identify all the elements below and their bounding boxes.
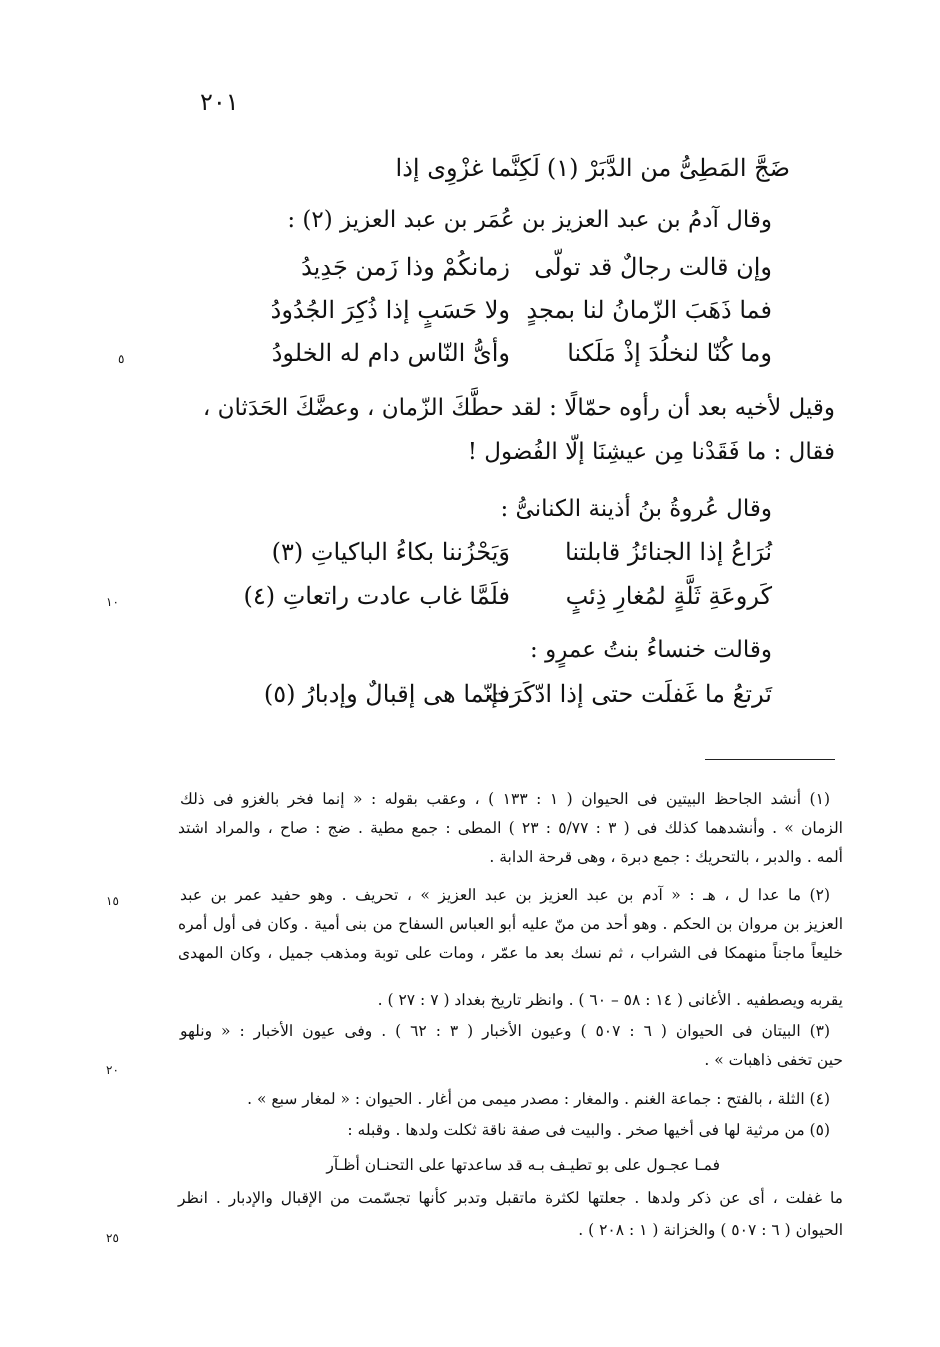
line-number-15: ١٥	[106, 894, 119, 908]
footnote-2-line: العزيز بن مروان بن الحكم . وهو أحد من منّ عليه أبو العباس السفاح من بنى أمية . وكان فى أول أمره	[178, 915, 843, 933]
line-number-5: ٥	[118, 352, 125, 366]
poem-introduction: وقالت خنساءُ بنتُ عمرٍو :	[530, 637, 772, 663]
footnote-1-line: ألمه . والدبر ، بالتحريك : جمع دبرة ، وهى قرحة الدابة .	[489, 848, 843, 866]
page-number: ٢٠١	[200, 88, 239, 116]
footnote-2-line: يقربه ويصطفيه . الأغانى ( ١٤ : ٥٨ – ٦٠ ) . وانظر تاريخ بغداد ( ٧ : ٢٧ ) .	[377, 991, 843, 1009]
footnote-3-line: حين تخفى ذاهبات » .	[704, 1051, 843, 1069]
prose-line: فقال : ما فَقَدْنا مِن عيشِنَا إلّا الفُضول !	[467, 439, 835, 465]
verse-line-hemistich-left: ضَجَّ المَطِىُّ من الدَّبَرْ (١)	[546, 154, 790, 182]
footnote-1-line: (١) أنشد الجاحظ البيتين فى الحيوان ( ١ : ١٣٣ ) ، وعقب بقوله : « إنما فخر بالغزو فى ذلك	[180, 790, 830, 808]
footnote-3-line: (٣) البيتان فى الحيوان ( ٦ : ٥٠٧ ) وعيون الأخبار ( ٣ : ٦٢ ) . وفى عيون الأخبار : « ونلهو	[180, 1022, 831, 1040]
verse-line-hemistich-left: زمانكُمْ وذا زَمن جَدِيدُ	[301, 253, 510, 281]
footnote-4-line: (٤) الثلة ، بالفتح : جماعة الغنم . والمغار : مصدر ميمى من أغار . الحيوان : « لمغار سبع » .	[247, 1090, 830, 1108]
verse-line-hemistich-left: ولا حَسَبٍ إذا ذُكِرَ الجُدُودُ	[270, 296, 510, 324]
line-number-25: ٢٥	[106, 1231, 119, 1245]
verse-line-hemistich-left: فإنّما هى إقبالٌ وإدبارُ (٥)	[263, 680, 510, 708]
poem-introduction: وقال عُروةُ بنُ أذينة الكنانىُّ :	[500, 496, 772, 522]
prose-line: وقيل لأخيه بعد أن رأوه حمّالًا : لقد حطَّكَ الزّمان ، وعضَّكَ الحَدَثان ،	[202, 395, 835, 421]
verse-line-hemistich-left: فلَمَّا غاب عادت راتعاتِ (٤)	[243, 582, 510, 610]
line-number-20: ٢٠	[106, 1063, 119, 1077]
footnote-2-line: (٢) ما عدا ل ، هـ : « آدم بن عبد العزيز بن عبد العزيز » ، تحريف . وهو حفيد عمر بن عبد	[180, 886, 830, 904]
verse-line-hemistich-right: وما كُنّا لنخلُدَ إذْ مَلَكنا	[567, 339, 772, 367]
footnote-separator	[705, 759, 835, 760]
verse-line-hemistich-right: تَرتعُ ما غَفلَت حتى إذا ادّكَرَت	[487, 680, 772, 708]
verse-line-hemistich-right: وإن قالت رجالٌ قد تولّى	[534, 253, 772, 281]
verse-line-hemistich-right: لَكِنَّما غزْوِى إذا	[395, 154, 540, 182]
footnote-5-line: ما غفلت ، أى عن ذكر ولدها . جعلتها لكثرة ماتقبل وتدبر كأنها تجسّمت من الإقبال والإدبار . انظر	[178, 1189, 843, 1207]
verse-line-hemistich-right: كَروعَةِ ثَلَّةٍ لمُغارِ ذِئبٍ	[565, 582, 772, 610]
verse-line-hemistich-left: وَيَحْزُننا بكاءُ الباكياتِ (٣)	[271, 538, 510, 566]
footnote-1-line: الزمان » . وأنشدهما كذلك فى ( ٣ : ٥/٧٧ : ٢٣ ) المطى : جمع مطية . ضج : صاح ، والمراد اشتد	[178, 819, 843, 837]
footnote-5-line: الحيوان ( ٦ : ٥٠٧ ) والخزانة ( ١ : ٢٠٨ ) .	[578, 1221, 843, 1239]
verse-line-hemistich-left: وأىُّ النّاس دام له الخلودُ	[271, 339, 510, 367]
verse-line-hemistich-right: فما ذَهَبَ الزّمانُ لنا بمجدٍ	[526, 296, 772, 324]
poem-introduction: وقال آدمُ بن عبد العزيز بن عُمَر بن عبد العزيز (٢) :	[287, 207, 772, 233]
verse-line-hemistich-right: نُرَاعُ إذا الجنائزُ قابلتنا	[565, 538, 772, 566]
footnote-5-line: (٥) من مرثية لها فى أخيها صخر . والبيت فى صفة ناقة ثكلت ولدها . وقبله :	[347, 1121, 830, 1139]
footnote-2-line: خليعاً ماجناً منهمكا فى الشراب ، ثم نسك بعد ما عمّر ، ومات على توبة ومذهب جميل ، وكان المهدى	[178, 944, 843, 962]
footnote-5-verse: فمـا عجـول على بو تطيـف بـه قد ساعدتها على التحنـان أظـآر	[326, 1156, 720, 1174]
line-number-10: ١٠	[106, 595, 119, 609]
